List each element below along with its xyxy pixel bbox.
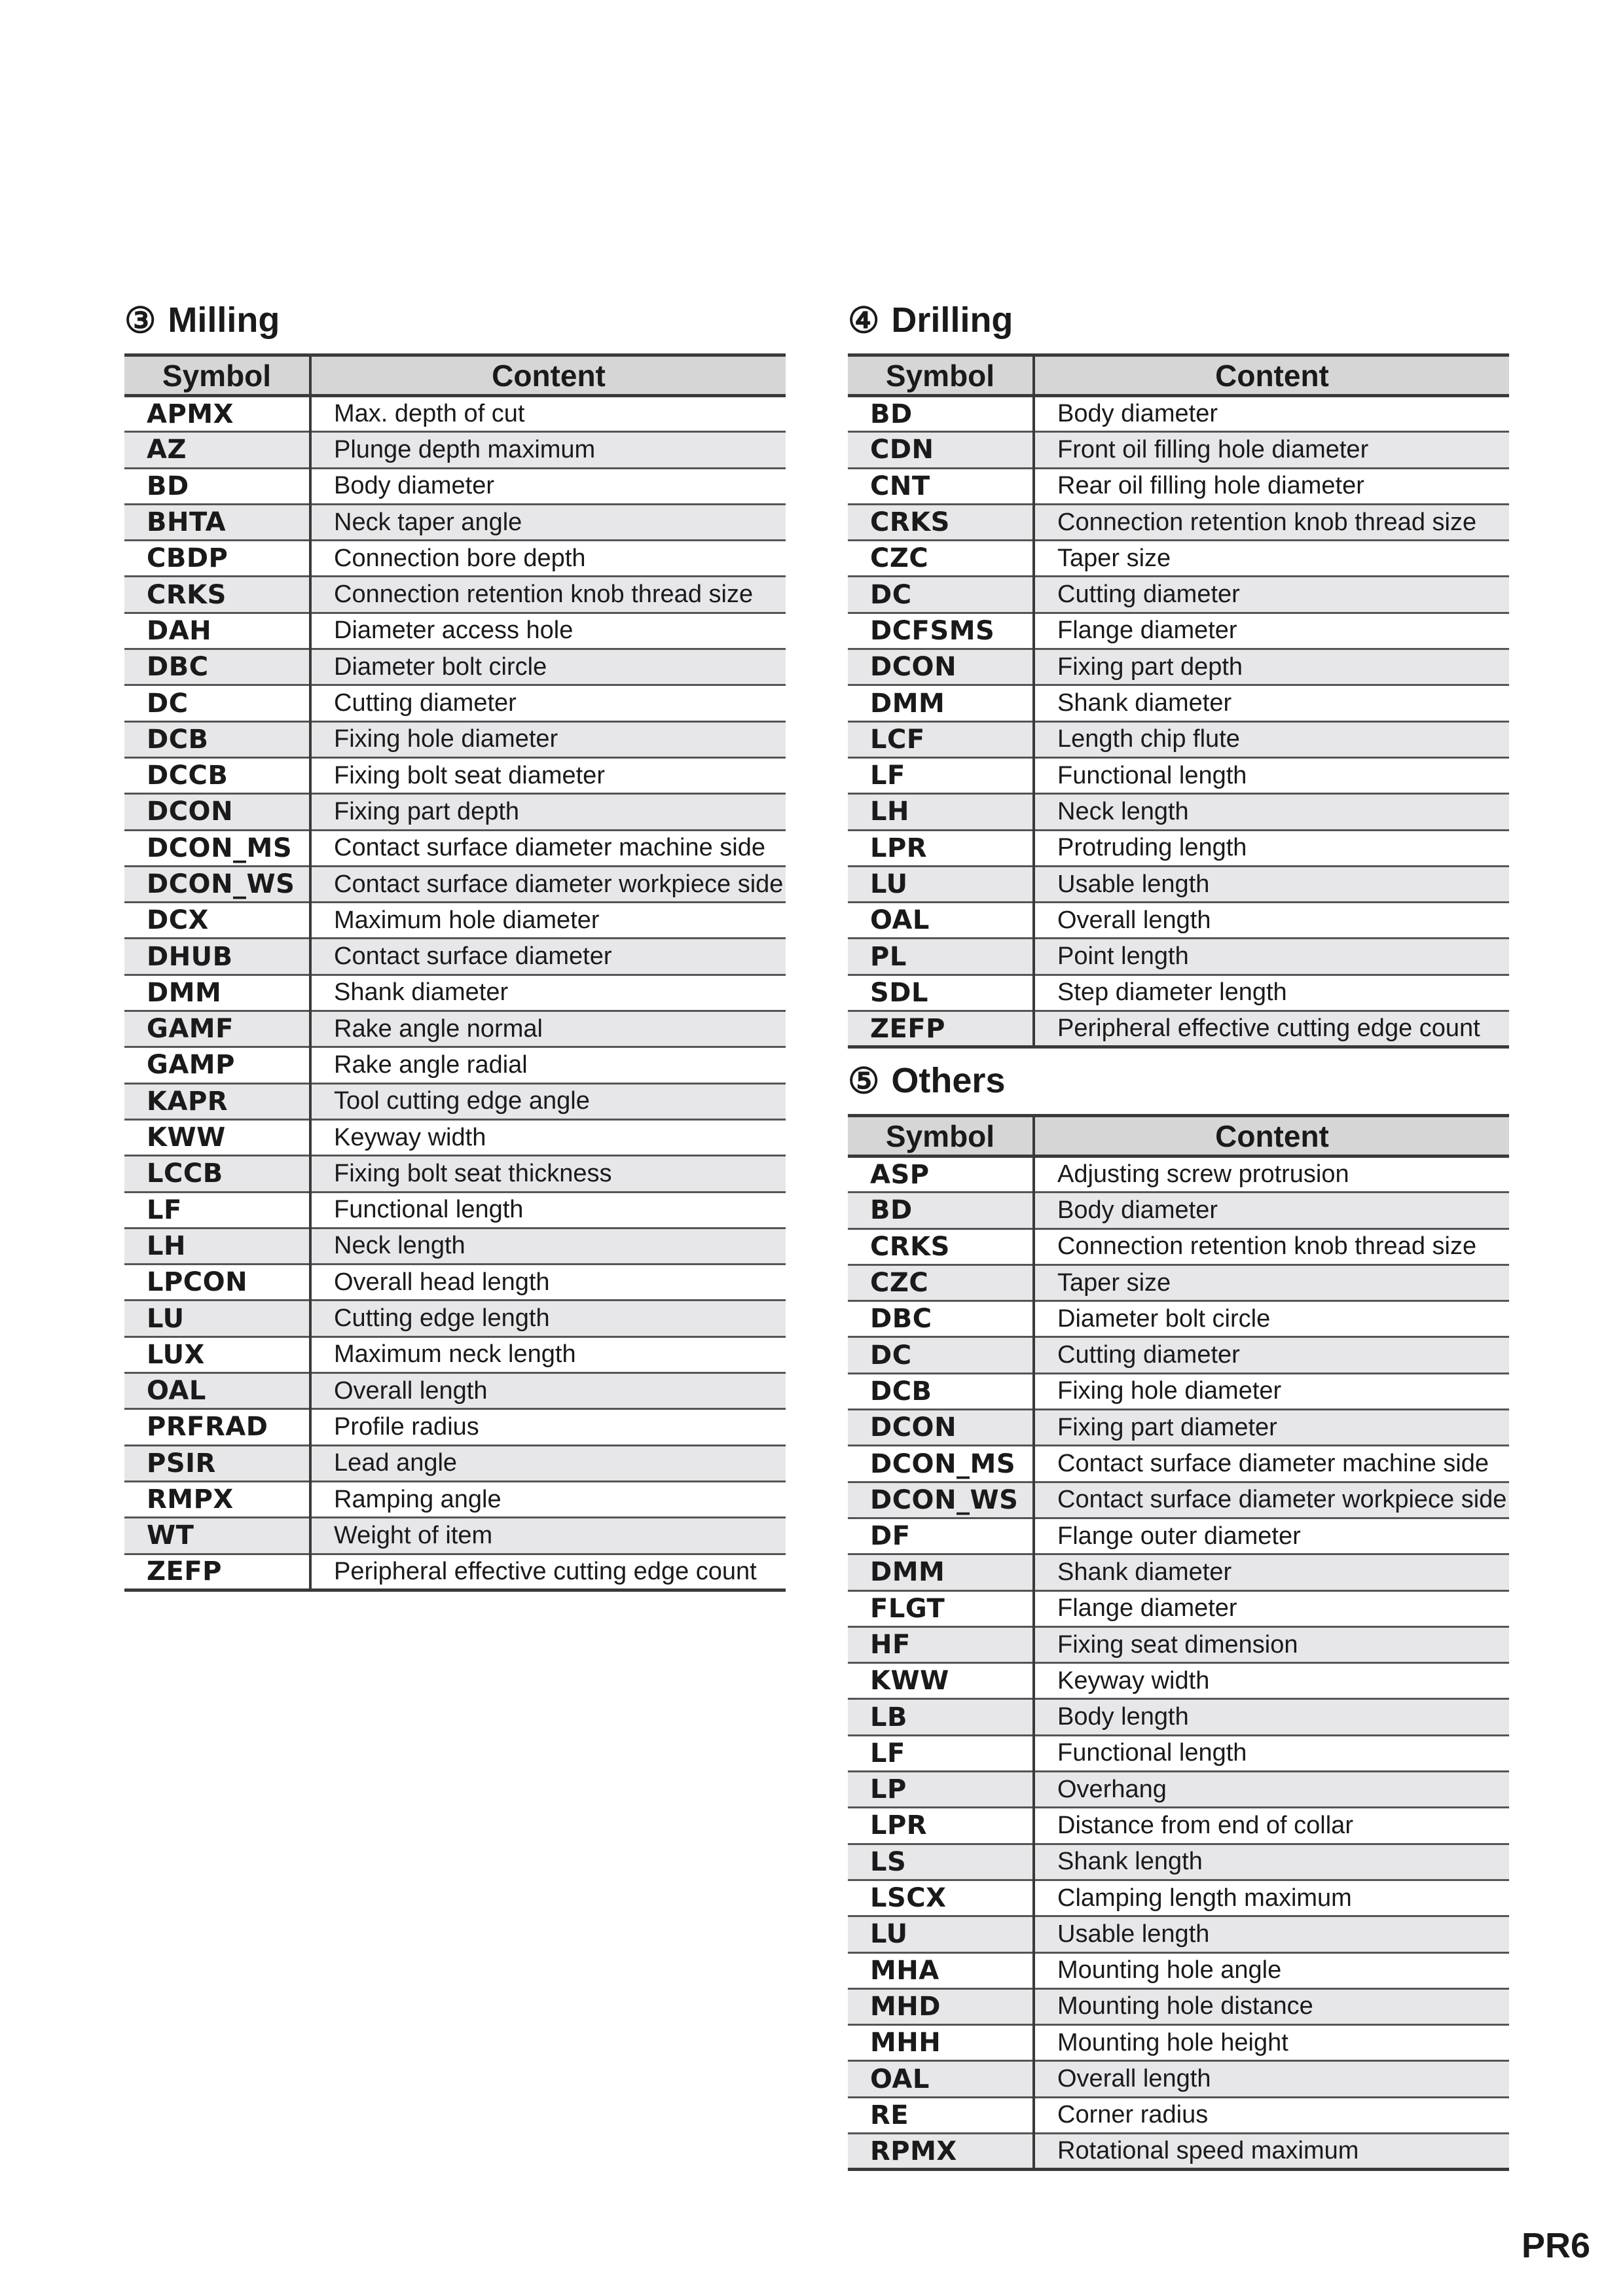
symbol-cell: DMM: [848, 685, 1034, 721]
content-cell: Maximum hole diameter: [310, 903, 786, 939]
content-cell: Plunge depth maximum: [310, 432, 786, 468]
content-cell: Diameter bolt circle: [310, 649, 786, 685]
drilling-rows: [848, 396, 1509, 1047]
table-row: [124, 1192, 786, 1228]
table-row: [124, 794, 786, 830]
table-row: [848, 1265, 1509, 1300]
symbol-cell: DCB: [124, 721, 310, 757]
symbol-cell: LH: [124, 1228, 310, 1264]
content-cell: Functional length: [1034, 757, 1509, 793]
others-table: [848, 1114, 1509, 2171]
content-cell: Contact surface diameter: [310, 939, 786, 975]
drilling-number: ④: [848, 300, 880, 340]
symbol-cell: DMM: [124, 975, 310, 1011]
table-row: [848, 1482, 1509, 1518]
symbol-cell: DCB: [848, 1373, 1034, 1409]
symbol-cell: PL: [848, 939, 1034, 975]
symbol-cell: GAMP: [124, 1047, 310, 1083]
table-row: [124, 1083, 786, 1119]
content-cell: Functional length: [310, 1192, 786, 1228]
symbol-cell: APMX: [124, 396, 310, 432]
table-row: [848, 1554, 1509, 1590]
drilling-header-symbol: Symbol: [848, 355, 1034, 396]
content-cell: Contact surface diameter workpiece side: [1034, 1482, 1509, 1518]
symbol-cell: HF: [848, 1626, 1034, 1662]
symbol-cell: LPR: [848, 830, 1034, 866]
table-row: [848, 975, 1509, 1011]
symbol-cell: OAL: [124, 1373, 310, 1409]
table-row: [124, 1300, 786, 1336]
table-row: [124, 975, 786, 1011]
content-cell: Protruding length: [1034, 830, 1509, 866]
symbol-cell: CRKS: [848, 504, 1034, 540]
symbol-cell: SDL: [848, 975, 1034, 1011]
table-row: [124, 432, 786, 468]
content-cell: Rear oil filling hole diameter: [1034, 468, 1509, 504]
symbol-cell: OAL: [848, 903, 1034, 939]
symbol-cell: RPMX: [848, 2134, 1034, 2170]
symbol-cell: MHD: [848, 1988, 1034, 2024]
content-cell: Cutting diameter: [1034, 577, 1509, 613]
content-cell: Profile radius: [310, 1409, 786, 1445]
symbol-cell: DBC: [124, 649, 310, 685]
table-row: [848, 1772, 1509, 1808]
table-row: [124, 757, 786, 793]
table-row: [848, 468, 1509, 504]
symbol-cell: DC: [848, 577, 1034, 613]
drilling-title-text: Drilling: [891, 300, 1013, 340]
content-cell: Functional length: [1034, 1735, 1509, 1771]
table-row: [848, 2097, 1509, 2133]
symbol-cell: FLGT: [848, 1590, 1034, 1626]
table-row: [124, 1373, 786, 1409]
content-cell: Point length: [1034, 939, 1509, 975]
symbol-cell: LSCX: [848, 1880, 1034, 1916]
symbol-cell: MHH: [848, 2025, 1034, 2061]
content-cell: Fixing part depth: [310, 794, 786, 830]
milling-number: ③: [124, 300, 156, 340]
table-row: [848, 432, 1509, 468]
content-cell: Lead angle: [310, 1445, 786, 1481]
content-cell: Length chip flute: [1034, 721, 1509, 757]
content-cell: Shank length: [1034, 1844, 1509, 1880]
others-section: [848, 1055, 1509, 2171]
symbol-cell: CBDP: [124, 541, 310, 577]
table-row: [848, 2025, 1509, 2061]
symbol-cell: LP: [848, 1772, 1034, 1808]
content-cell: Contact surface diameter machine side: [1034, 1446, 1509, 1482]
drilling-section: [848, 295, 1509, 1049]
symbol-cell: KAPR: [124, 1083, 310, 1119]
table-row: [848, 794, 1509, 830]
table-row: [848, 1663, 1509, 1699]
table-row: [124, 939, 786, 975]
table-row: [124, 649, 786, 685]
content-cell: Overall length: [310, 1373, 786, 1409]
content-cell: Flange diameter: [1034, 613, 1509, 649]
content-cell: Tool cutting edge angle: [310, 1083, 786, 1119]
content-cell: Usable length: [1034, 1916, 1509, 1952]
content-cell: Neck taper angle: [310, 504, 786, 540]
content-cell: Fixing part depth: [1034, 649, 1509, 685]
drilling-title: [848, 295, 1509, 346]
table-row: [848, 1229, 1509, 1265]
content-cell: Keyway width: [310, 1119, 786, 1155]
symbol-cell: DCFSMS: [848, 613, 1034, 649]
table-row: [124, 1481, 786, 1517]
others-header-symbol: Symbol: [848, 1116, 1034, 1157]
content-cell: Body diameter: [1034, 1193, 1509, 1229]
table-row: [848, 541, 1509, 577]
content-cell: Rake angle radial: [310, 1047, 786, 1083]
table-row: [124, 1445, 786, 1481]
content-cell: Shank diameter: [310, 975, 786, 1011]
milling-title: [124, 295, 786, 346]
content-cell: Flange diameter: [1034, 1590, 1509, 1626]
symbol-cell: DBC: [848, 1301, 1034, 1337]
table-row: [124, 685, 786, 721]
symbol-cell: LU: [848, 1916, 1034, 1952]
milling-title-text: Milling: [168, 300, 280, 340]
symbol-cell: KWW: [124, 1119, 310, 1155]
table-row: [848, 396, 1509, 432]
others-title: [848, 1055, 1509, 1106]
drilling-header-row: [848, 355, 1509, 396]
symbol-cell: DF: [848, 1518, 1034, 1554]
content-cell: Rotational speed maximum: [1034, 2134, 1509, 2170]
table-row: [124, 468, 786, 504]
table-row: [848, 1626, 1509, 1662]
table-row: [124, 1119, 786, 1155]
content-cell: Taper size: [1034, 1265, 1509, 1300]
content-cell: Peripheral effective cutting edge count: [310, 1554, 786, 1590]
content-cell: Diameter access hole: [310, 613, 786, 649]
others-header-content: Content: [1034, 1116, 1509, 1157]
table-row: [848, 1988, 1509, 2024]
symbol-cell: PRFRAD: [124, 1409, 310, 1445]
symbol-cell: AZ: [124, 432, 310, 468]
symbol-cell: CZC: [848, 1265, 1034, 1300]
symbol-cell: DC: [124, 685, 310, 721]
symbol-cell: PSIR: [124, 1445, 310, 1481]
symbol-cell: CRKS: [848, 1229, 1034, 1265]
table-row: [848, 1880, 1509, 1916]
others-title-text: Others: [891, 1061, 1006, 1100]
symbol-cell: MHA: [848, 1952, 1034, 1988]
symbol-cell: DCON_WS: [848, 1482, 1034, 1518]
others-number: ⑤: [848, 1061, 880, 1101]
content-cell: Overall length: [1034, 903, 1509, 939]
table-row: [848, 1301, 1509, 1337]
table-row: [848, 1518, 1509, 1554]
content-cell: Overall head length: [310, 1265, 786, 1300]
table-row: [848, 2061, 1509, 2097]
symbol-cell: LB: [848, 1699, 1034, 1735]
symbol-cell: GAMF: [124, 1011, 310, 1047]
table-row: [124, 1011, 786, 1047]
table-row: [848, 1373, 1509, 1409]
table-row: [848, 1410, 1509, 1446]
content-cell: Body length: [1034, 1699, 1509, 1735]
table-row: [124, 1554, 786, 1590]
content-cell: Body diameter: [310, 468, 786, 504]
others-header-row: [848, 1116, 1509, 1157]
drilling-header-content: Content: [1034, 355, 1509, 396]
content-cell: Shank diameter: [1034, 1554, 1509, 1590]
symbol-cell: DCON: [124, 794, 310, 830]
table-row: [124, 866, 786, 902]
content-cell: Contact surface diameter workpiece side: [310, 866, 786, 902]
content-cell: Clamping length maximum: [1034, 1880, 1509, 1916]
content-cell: Fixing hole diameter: [1034, 1373, 1509, 1409]
table-row: [124, 1156, 786, 1192]
symbol-cell: CDN: [848, 432, 1034, 468]
content-cell: Overhang: [1034, 1772, 1509, 1808]
content-cell: Cutting edge length: [310, 1300, 786, 1336]
content-cell: Mounting hole angle: [1034, 1952, 1509, 1988]
table-row: [848, 721, 1509, 757]
symbol-cell: LF: [848, 757, 1034, 793]
content-cell: Fixing hole diameter: [310, 721, 786, 757]
table-row: [848, 1916, 1509, 1952]
symbol-cell: LS: [848, 1844, 1034, 1880]
content-cell: Fixing seat dimension: [1034, 1626, 1509, 1662]
symbol-cell: LPR: [848, 1808, 1034, 1844]
symbol-cell: DCON_WS: [124, 866, 310, 902]
table-row: [848, 577, 1509, 613]
symbol-cell: DCON: [848, 649, 1034, 685]
table-row: [848, 685, 1509, 721]
symbol-cell: LF: [848, 1735, 1034, 1771]
content-cell: Distance from end of collar: [1034, 1808, 1509, 1844]
table-row: [124, 577, 786, 613]
symbol-cell: RMPX: [124, 1481, 310, 1517]
table-row: [848, 2134, 1509, 2170]
table-row: [124, 830, 786, 866]
content-cell: Connection bore depth: [310, 541, 786, 577]
table-row: [848, 649, 1509, 685]
symbol-cell: LF: [124, 1192, 310, 1228]
content-cell: Adjusting screw protrusion: [1034, 1157, 1509, 1193]
content-cell: Connection retention knob thread size: [1034, 1229, 1509, 1265]
content-cell: Contact surface diameter machine side: [310, 830, 786, 866]
table-row: [124, 1047, 786, 1083]
table-row: [848, 1193, 1509, 1229]
symbol-cell: LH: [848, 794, 1034, 830]
milling-table: [124, 353, 786, 1592]
content-cell: Connection retention knob thread size: [1034, 504, 1509, 540]
symbol-cell: ZEFP: [124, 1554, 310, 1590]
content-cell: Corner radius: [1034, 2097, 1509, 2133]
symbol-cell: BD: [124, 468, 310, 504]
content-cell: Cutting diameter: [1034, 1337, 1509, 1373]
symbol-cell: RE: [848, 2097, 1034, 2133]
table-row: [124, 396, 786, 432]
content-cell: Neck length: [310, 1228, 786, 1264]
symbol-cell: DC: [848, 1337, 1034, 1373]
symbol-cell: BHTA: [124, 504, 310, 540]
symbol-cell: DCON_MS: [124, 830, 310, 866]
table-row: [124, 1228, 786, 1264]
table-row: [848, 830, 1509, 866]
milling-rows: [124, 396, 786, 1590]
symbol-cell: OAL: [848, 2061, 1034, 2097]
table-row: [124, 903, 786, 939]
symbol-cell: BD: [848, 1193, 1034, 1229]
table-row: [848, 1808, 1509, 1844]
symbol-cell: DCON_MS: [848, 1446, 1034, 1482]
table-row: [124, 1518, 786, 1554]
table-row: [124, 541, 786, 577]
content-cell: Shank diameter: [1034, 685, 1509, 721]
content-cell: Diameter bolt circle: [1034, 1301, 1509, 1337]
symbol-cell: CNT: [848, 468, 1034, 504]
table-row: [848, 1337, 1509, 1373]
content-cell: Fixing bolt seat thickness: [310, 1156, 786, 1192]
symbol-cell: CZC: [848, 541, 1034, 577]
content-cell: Front oil filling hole diameter: [1034, 432, 1509, 468]
table-row: [848, 939, 1509, 975]
content-cell: Fixing bolt seat diameter: [310, 757, 786, 793]
table-row: [124, 1409, 786, 1445]
content-cell: Fixing part diameter: [1034, 1410, 1509, 1446]
symbol-cell: LPCON: [124, 1265, 310, 1300]
symbol-cell: KWW: [848, 1663, 1034, 1699]
symbol-cell: CRKS: [124, 577, 310, 613]
milling-header-symbol: Symbol: [124, 355, 310, 396]
content-cell: Usable length: [1034, 866, 1509, 902]
symbol-cell: DMM: [848, 1554, 1034, 1590]
symbol-cell: LUX: [124, 1336, 310, 1372]
milling-header-row: [124, 355, 786, 396]
content-cell: Flange outer diameter: [1034, 1518, 1509, 1554]
content-cell: Connection retention knob thread size: [310, 577, 786, 613]
content-cell: Taper size: [1034, 541, 1509, 577]
table-row: [848, 504, 1509, 540]
table-row: [848, 866, 1509, 902]
milling-section: [124, 295, 786, 1592]
table-row: [848, 1735, 1509, 1771]
content-cell: Keyway width: [1034, 1663, 1509, 1699]
content-cell: Max. depth of cut: [310, 396, 786, 432]
table-row: [848, 1952, 1509, 1988]
content-cell: Body diameter: [1034, 396, 1509, 432]
symbol-cell: LCF: [848, 721, 1034, 757]
table-row: [848, 1011, 1509, 1047]
symbol-cell: DCX: [124, 903, 310, 939]
symbol-cell: DCCB: [124, 757, 310, 793]
table-row: [124, 721, 786, 757]
content-cell: Cutting diameter: [310, 685, 786, 721]
content-cell: Step diameter length: [1034, 975, 1509, 1011]
symbol-cell: LCCB: [124, 1156, 310, 1192]
table-row: [848, 1590, 1509, 1626]
symbol-cell: ZEFP: [848, 1011, 1034, 1047]
content-cell: Mounting hole height: [1034, 2025, 1509, 2061]
table-row: [124, 1336, 786, 1372]
table-row: [848, 1844, 1509, 1880]
symbol-cell: DHUB: [124, 939, 310, 975]
drilling-table: [848, 353, 1509, 1049]
milling-header-content: Content: [310, 355, 786, 396]
content-cell: Ramping angle: [310, 1481, 786, 1517]
content-cell: Maximum neck length: [310, 1336, 786, 1372]
table-row: [124, 504, 786, 540]
table-row: [124, 1265, 786, 1300]
symbol-cell: LU: [848, 866, 1034, 902]
table-row: [848, 757, 1509, 793]
symbol-cell: WT: [124, 1518, 310, 1554]
page-number: PR6: [1521, 2226, 1590, 2265]
table-row: [848, 613, 1509, 649]
symbol-cell: DCON: [848, 1410, 1034, 1446]
table-row: [124, 613, 786, 649]
symbol-cell: DAH: [124, 613, 310, 649]
table-row: [848, 903, 1509, 939]
table-row: [848, 1699, 1509, 1735]
symbol-cell: LU: [124, 1300, 310, 1336]
content-cell: Mounting hole distance: [1034, 1988, 1509, 2024]
table-row: [848, 1157, 1509, 1193]
symbol-cell: BD: [848, 396, 1034, 432]
content-cell: Neck length: [1034, 794, 1509, 830]
table-row: [848, 1446, 1509, 1482]
others-rows: [848, 1157, 1509, 2170]
symbol-cell: ASP: [848, 1157, 1034, 1193]
content-cell: Weight of item: [310, 1518, 786, 1554]
content-cell: Peripheral effective cutting edge count: [1034, 1011, 1509, 1047]
content-cell: Rake angle normal: [310, 1011, 786, 1047]
content-cell: Overall length: [1034, 2061, 1509, 2097]
